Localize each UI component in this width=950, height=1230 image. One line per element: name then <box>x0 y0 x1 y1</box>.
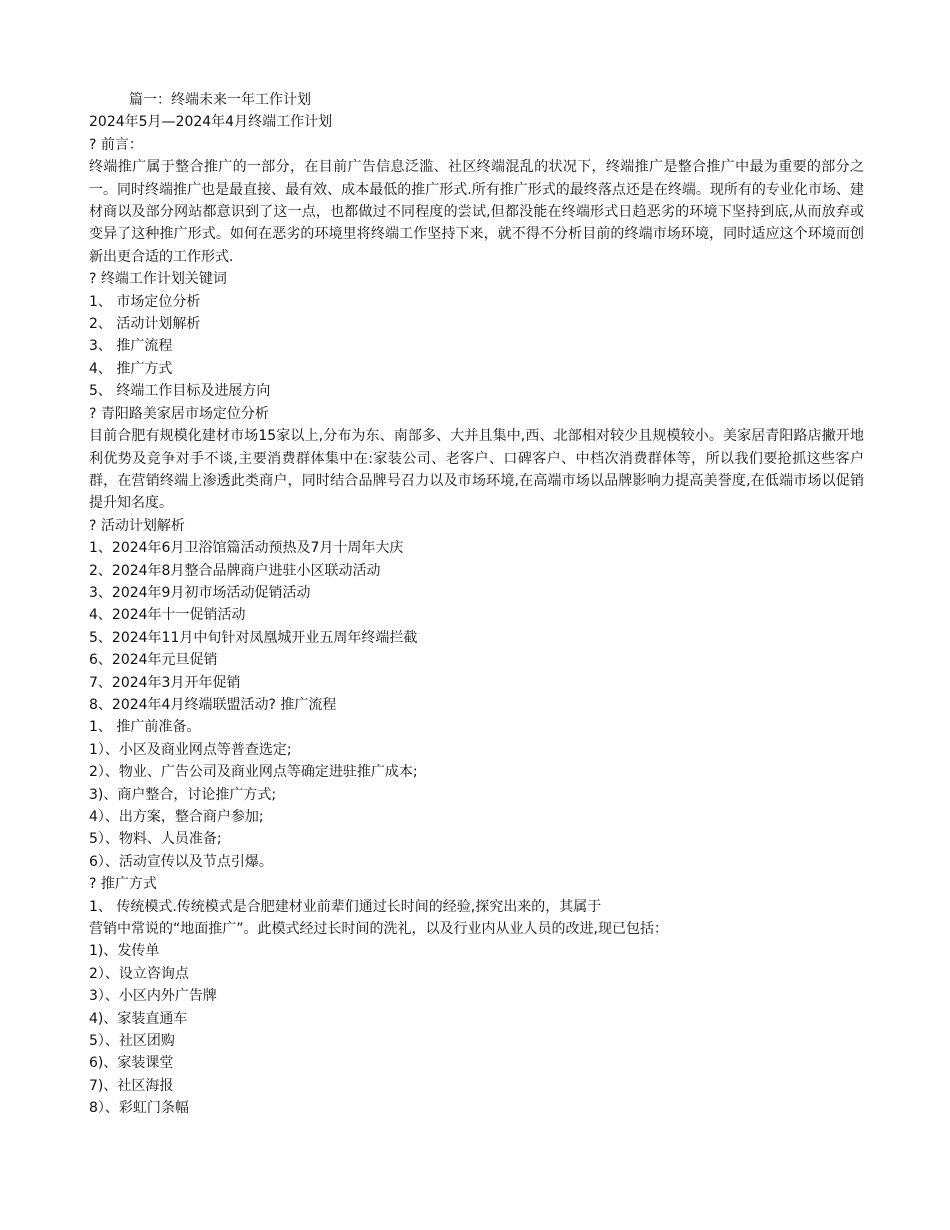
method-item: 3）、小区内外广告牌 <box>89 988 217 1005</box>
methods-intro-line: 1、 传统模式.传统模式是合肥建材业前辈们通过长时间的经验,探究出来的，其属于 <box>89 898 602 915</box>
preface-paragraph: 终端推广属于整合推广的一部分，在目前广告信息泛滥、社区终端混乱的状况下，终端推广是整合推广中最为重要的部分之一。同时终端推广也是最直接、最有效、成本最低的推广形式.所有推广形式的最终落点还是在终端。现所有的专业化市场、建材商以及部分网站都意识到了这一点，也都做过不同程度的尝试,但都没能在终端形式日趋恶劣的环境下坚持到底,从而放弃或变异了这种推广形式。如何在恶劣的环境里将终端工作坚持下来，就不得不分析目前的终端市场环境，同时适应这个环境而创新出更合适的工作形式. <box>89 159 864 265</box>
document-title: 篇一：终端未来一年工作计划 <box>129 92 311 108</box>
activity-item: 8、2024年4月终端联盟活动? 推广流程 <box>89 696 337 713</box>
activity-item: 4、2024年十一促销活动 <box>89 607 246 624</box>
keyword-item: 4、 推广方式 <box>89 360 173 377</box>
document-page <box>89 89 864 1120</box>
section-heading-keywords: ? 终端工作计划关键词 <box>89 271 227 288</box>
activity-item: 3、2024年9月初市场活动促销活动 <box>89 584 311 601</box>
method-item: 2）、设立咨询点 <box>89 965 189 982</box>
method-item: 8）、彩虹门条幅 <box>89 1100 189 1117</box>
process-heading: 1、 推广前准备。 <box>89 719 201 736</box>
process-step: 5）、物料、人员准备; <box>89 831 222 848</box>
keyword-item: 3、 推广流程 <box>89 338 173 355</box>
process-step: 6）、活动宣传以及节点引爆。 <box>89 853 273 870</box>
activity-item: 7、2024年3月开年促销 <box>89 674 241 691</box>
keyword-item: 1、 市场定位分析 <box>89 293 201 310</box>
section-heading-position: ? 青阳路美家居市场定位分析 <box>89 405 269 422</box>
section-heading-activity: ? 活动计划解析 <box>89 517 185 534</box>
keyword-item: 5、 终端工作目标及进展方向 <box>89 383 271 400</box>
method-item: 1)、发传单 <box>89 943 160 960</box>
process-step: 2）、物业、广告公司及商业网点等确定进驻推广成本; <box>89 764 418 781</box>
method-item: 4)、家装直通车 <box>89 1010 188 1027</box>
method-item: 5）、社区团购 <box>89 1033 175 1050</box>
activity-item: 6、2024年元旦促销 <box>89 652 218 669</box>
process-step: 4）、出方案，整合商户参加; <box>89 809 264 825</box>
activity-item: 5、2024年11月中旬针对凤凰城开业五周年终端拦截 <box>89 629 418 646</box>
position-paragraph: 目前合肥有规模化建材市场15家以上,分布为东、南部多、大并且集中,西、北部相对较少且规模较小。美家居青阳路店撇开地利优势及竞争对手不谈,主要消费群体集中在:家装公司、老客户、口碑客户、中档次消费群体等，所以我们要抢抓这些客户群，在营销终端上渗透此类商户，同时结合品牌号召力以及市场环境,在高端市场以品牌影响力提高美誉度,在低端市场以促销提升知名度。 <box>89 428 864 512</box>
method-item: 6)、家装课堂 <box>89 1055 174 1072</box>
process-step: 3)、商户整合，讨论推广方式; <box>89 786 277 803</box>
activity-item: 1、2024年6月卫浴馆篇活动预热及7月十周年大庆 <box>89 540 404 557</box>
keyword-item: 2、 活动计划解析 <box>89 316 201 333</box>
process-step: 1）、小区及商业网点等普查选定; <box>89 741 292 758</box>
section-heading-methods: ? 推广方式 <box>89 876 157 893</box>
document-subtitle: 2024年5月—2024年4月终端工作计划 <box>89 114 333 131</box>
activity-item: 2、2024年8月整合品牌商户进驻小区联动活动 <box>89 562 381 579</box>
section-heading-preface: ? 前言： <box>89 136 143 153</box>
method-item: 7)、社区海报 <box>89 1077 174 1094</box>
methods-intro-line: 营销中常说的“地面推广”。此模式经过长时间的洗礼，以及行业内从业人员的改进,现已包括： <box>89 921 668 938</box>
